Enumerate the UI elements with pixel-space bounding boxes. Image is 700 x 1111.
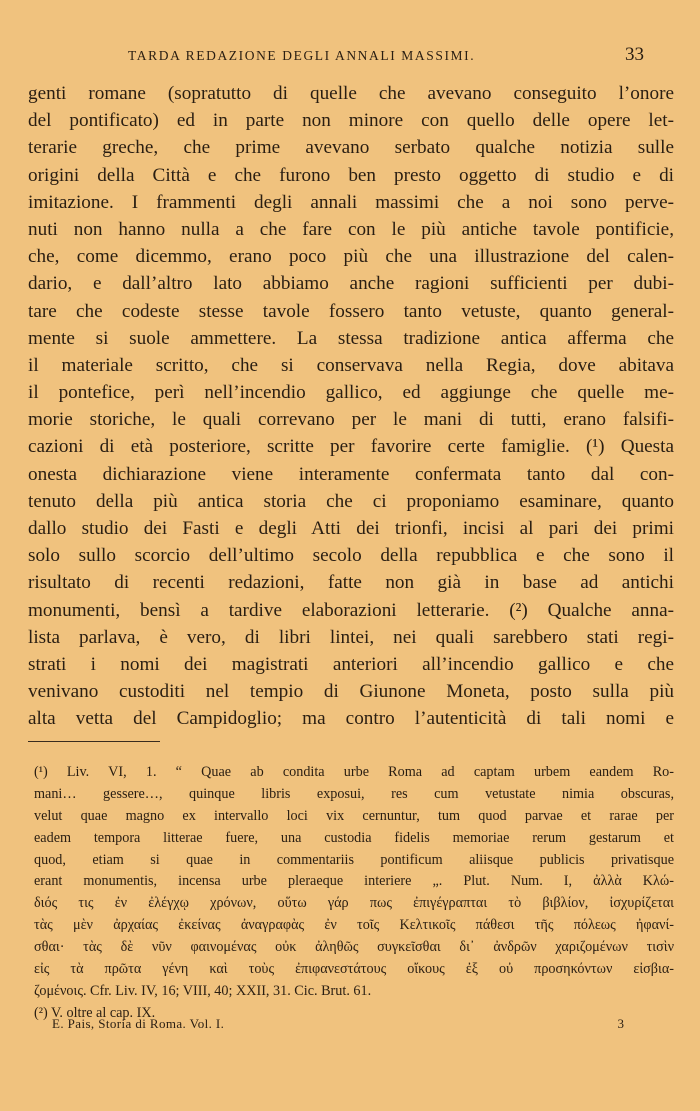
page-footer (34, 1016, 624, 1036)
body-line: nuti non hanno nulla a che fare con le più antiche tavole pontificie, (28, 218, 674, 240)
body-line: origini della Città e che furono ben presto oggetto di studio e di (28, 164, 674, 186)
body-text (28, 80, 674, 733)
body-line: solo sullo scorcio dell’ultimo secolo della repubblica e che sono il (28, 545, 674, 567)
body-line: alta vetta del Campidoglio; ma contro l’autenticità di tali nomi e (28, 708, 674, 730)
body-line: risultato di recenti redazioni, fatte non già in base ad antichi (28, 572, 674, 594)
footnote-line: ζομένοις. Cfr. Liv. IV, 16; VIII, 40; XXII, 31. Cic. Brut. 61. (34, 982, 372, 999)
body-line: venivano custoditi nel tempio di Giunone Moneta, posto sulla più (28, 681, 674, 703)
footnote-separator (28, 741, 160, 742)
footnote-line: σθαι· τὰς δὲ νῦν φαινομένας οὐκ ἀληθῶς συγκεῖσθαι δι᾽ ἀνδρῶν χαριζομένων τισὶν (34, 939, 674, 956)
body-line: onesta dichiarazione viene interamente confermata tanto dal con- (28, 463, 674, 485)
footnote-line: mani… gessere…, quinque libris exposui, res cum vetustate nimia obscuras, (34, 785, 674, 802)
footnote-line: τὰς μὲν ἀρχαίας ἐκείνας ἀναγραφὰς ἐν τοῖς Κελτικοῖς πάθεσι τῆς πόλεως ἠφανί- (34, 917, 674, 934)
body-line: lista parlava, è vero, di libri lintei, nei quali sarebbero stati regi- (28, 626, 674, 648)
body-line: cazioni di età posteriore, scritte per favorire certe famiglie. (¹) Questa (28, 436, 674, 458)
body-line: che, come dicemmo, erano poco più che una illustrazione del calen- (28, 246, 674, 268)
body-line: dario, e dall’altro lato abbiamo anche ragioni sufficienti per dubi- (28, 273, 674, 295)
footnotes (34, 762, 674, 1025)
footnote-line: eadem tempora litterae fuere, una custodia fidelis memoriae rerum gestarum et (34, 829, 674, 846)
body-line: strati i nomi dei magistrati anteriori all’incendio gallico e che (28, 653, 674, 675)
body-line: tenuto della più antica storia che ci proponiamo esaminare, quanto (28, 490, 674, 512)
footnote-line: erant monumentis, incensa urbe pleraeque interiere „. Plut. Num. I, ἀλλὰ Κλώ- (34, 873, 674, 890)
running-title: TARDA REDAZIONE DEGLI ANNALI MASSIMI. (128, 48, 476, 63)
body-line: il pontefice, perì nell’incendio gallico, ed aggiunge che quelle me- (28, 382, 674, 404)
footnote-line: διός τις ἐν ἐλέγχῳ χρόνων, οὕτω γάρ πως ἐπιγέγραπται τὸ βιβλίον, ἰσχυρίζεται (34, 895, 674, 912)
footnote-line: (²) V. oltre al cap. IX. (34, 1004, 156, 1021)
body-line: genti romane (sopratutto di quelle che avevano conseguito l’onore (28, 83, 674, 104)
footnote-line: quod, etiam si quae in commentariis pontificum aliisque publicis privatisque (34, 851, 674, 868)
page-number: 33 (625, 44, 644, 65)
body-line: tare che codeste stesse tavole fossero tanto vetuste, quanto general- (28, 300, 674, 322)
body-line: del pontificato) ed in parte non minore con quello delle opere let- (28, 110, 674, 132)
body-line: monumenti, bensì a tardive elaborazioni letterarie. (²) Qualche anna- (28, 599, 674, 621)
footnote-line: (¹) Liv. VI, 1. “ Quae ab condita urbe Roma ad captam urbem eandem Ro- (34, 764, 674, 780)
body-line: morie storiche, le quali correvano per le mani di tutti, erano falsifi- (28, 409, 674, 431)
body-line: mente si suole ammettere. La stessa tradizione antica afferma che (28, 327, 674, 349)
body-line: terarie greche, che prime avevano serbato qualche notizia sulle (28, 137, 674, 159)
body-line: imitazione. I frammenti degli annali massimi che a noi sono perve- (28, 191, 674, 213)
footer-signature: E. Pais, Storia di Roma. Vol. I. (52, 1016, 225, 1031)
footnote-line: εἰς τὰ πρῶτα γένη καὶ τοὺς ἐπιφανεστάτους οἴκους ἐξ οὐ προσηκόντων εἰσβια- (34, 961, 674, 978)
signature-number: 3 (617, 1016, 624, 1031)
body-line: dallo studio dei Fasti e degli Atti dei trionfi, incisi al pari dei primi (28, 518, 674, 539)
body-line: il materiale scritto, che si conservava nella Regia, dove abitava (28, 354, 674, 376)
page-header (0, 44, 700, 68)
footnote-line: velut quae magno ex intervallo loci vix cernuntur, tum quod parvae et rarae per (34, 807, 674, 824)
